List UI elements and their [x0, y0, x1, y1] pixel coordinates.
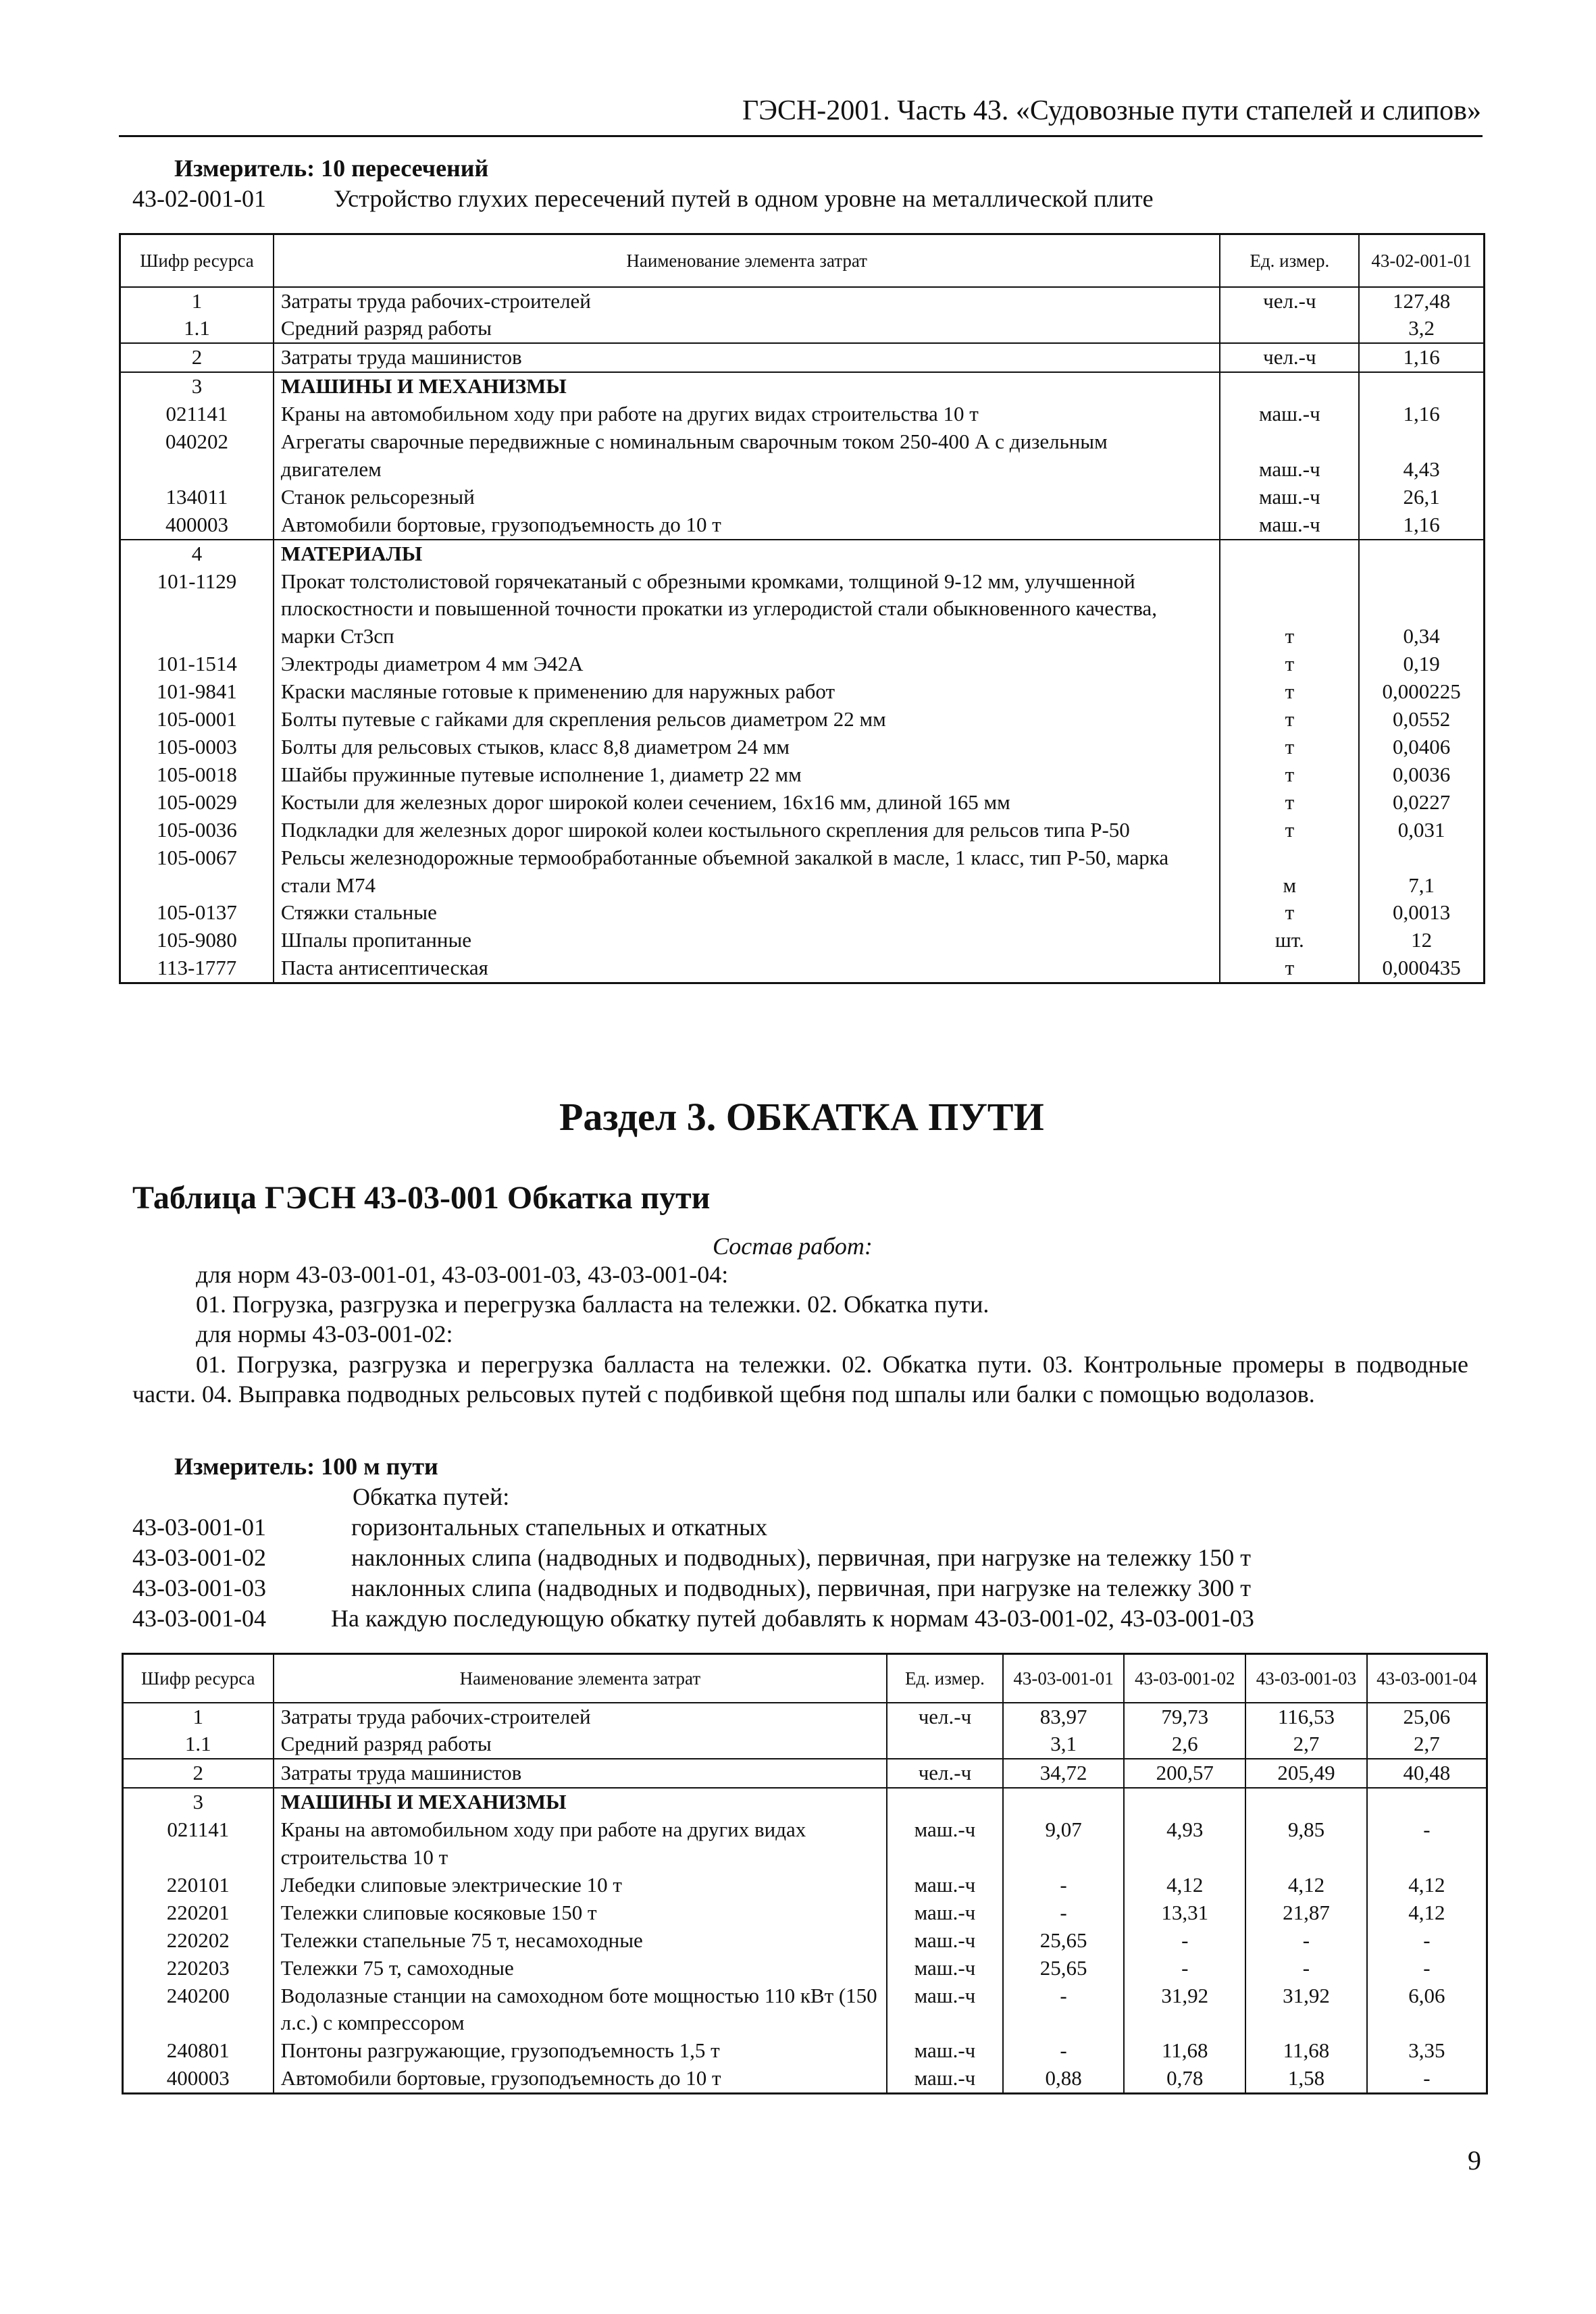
- resource-value: 1,16: [1359, 511, 1484, 540]
- resource-unit: шт.: [1220, 927, 1359, 954]
- col-header-value: 43-03-001-01: [1003, 1654, 1125, 1703]
- resource-code: 105-0003: [120, 734, 274, 761]
- works-line-4: 01. Погрузка, разгрузка и перегрузка балласта на тележки. 02. Обкатка пути. 03. Контрольные промеры в подводные части. 04. Выправка подводных рельсовых путей с подбивкой щебня под шпалы или балки с помощью водолазов.: [132, 1351, 1468, 1408]
- resource-value: -: [1003, 1982, 1125, 2038]
- norm-code-1: 43-02-001-01: [132, 185, 266, 212]
- resource-unit: чел.-ч: [1220, 287, 1359, 315]
- resource-value: 11,68: [1124, 2037, 1245, 2065]
- resource-value: 0,031: [1359, 817, 1484, 844]
- table-row: [123, 1788, 1487, 1816]
- table-row: [120, 761, 1485, 789]
- resource-code: 105-0036: [120, 817, 274, 844]
- resource-name: Болты путевые с гайками для скрепления рельсов диаметром 22 мм: [274, 706, 1220, 734]
- resource-code: 021141: [120, 401, 274, 428]
- resource-value: 9,07: [1003, 1816, 1125, 1872]
- resource-value: 205,49: [1245, 1759, 1367, 1788]
- resource-name: Краны на автомобильном ходу при работе на других видах строительства 10 т: [274, 1816, 887, 1872]
- resource-unit: [887, 1730, 1003, 1759]
- resource-name: Автомобили бортовые, грузоподъемность до 10 т: [274, 511, 1220, 540]
- norm-text: На каждую последующую обкатку путей добавлять к нормам 43-03-001-02, 43-03-001-03: [331, 1605, 1254, 1632]
- norm-code: 43-03-001-01: [132, 1514, 266, 1541]
- resource-code: 105-0029: [120, 789, 274, 817]
- resource-unit: маш.-ч: [887, 1899, 1003, 1927]
- col-header-value: 43-03-001-03: [1245, 1654, 1367, 1703]
- resource-value: 0,0013: [1359, 899, 1484, 927]
- resource-code: 3: [123, 1788, 274, 1816]
- table-row: [120, 372, 1485, 401]
- resource-unit: т: [1220, 817, 1359, 844]
- resource-value: 0,0552: [1359, 706, 1484, 734]
- table-row: [120, 484, 1485, 511]
- resource-code: 1: [120, 287, 274, 315]
- resource-value: 0,0036: [1359, 761, 1484, 789]
- resource-value: 40,48: [1367, 1759, 1487, 1788]
- resource-value: -: [1367, 1955, 1487, 1982]
- resource-code: 2: [120, 343, 274, 372]
- col-header-code: Шифр ресурса: [120, 234, 274, 287]
- resource-value: -: [1124, 1955, 1245, 1982]
- resource-value: [1359, 540, 1484, 568]
- resource-value: [1359, 372, 1484, 401]
- table-row: [123, 1730, 1487, 1759]
- resource-code: 3: [120, 372, 274, 401]
- col-header-code: Шифр ресурса: [123, 1654, 274, 1703]
- resource-unit: т: [1220, 706, 1359, 734]
- resource-name: Затраты труда машинистов: [274, 1759, 887, 1788]
- table-row: [123, 1955, 1487, 1982]
- resource-unit: [1220, 540, 1359, 568]
- resource-unit: т: [1220, 734, 1359, 761]
- resource-value: [1245, 1788, 1367, 1816]
- resource-name: Тележки 75 т, самоходные: [274, 1955, 887, 1982]
- meter-1: Измеритель: 10 пересечений: [174, 155, 489, 182]
- resource-unit: т: [1220, 954, 1359, 983]
- resource-value: 0,0227: [1359, 789, 1484, 817]
- table-row: [123, 1759, 1487, 1788]
- table-row: [120, 844, 1485, 900]
- resource-value: 4,12: [1124, 1872, 1245, 1899]
- table-row: [120, 511, 1485, 540]
- resource-value: 83,97: [1003, 1703, 1125, 1731]
- works-line-2: 01. Погрузка, разгрузка и перегрузка балласта на тележки. 02. Обкатка пути.: [196, 1291, 989, 1318]
- resource-value: 26,1: [1359, 484, 1484, 511]
- resource-code: 1.1: [120, 315, 274, 343]
- resource-name: Агрегаты сварочные передвижные с номинальным сварочным током 250-400 А с дизельным двигателем: [274, 428, 1220, 484]
- resource-unit: т: [1220, 899, 1359, 927]
- resource-value: -: [1245, 1927, 1367, 1955]
- resource-code: 105-0018: [120, 761, 274, 789]
- col-header-value: 43-02-001-01: [1359, 234, 1484, 287]
- resource-name: МАШИНЫ И МЕХАНИЗМЫ: [274, 372, 1220, 401]
- col-header-name: Наименование элемента затрат: [274, 1654, 887, 1703]
- resource-name: Станок рельсорезный: [274, 484, 1220, 511]
- table-row: [123, 1982, 1487, 2038]
- header-rule: [119, 135, 1483, 137]
- norm-code: 43-03-001-02: [132, 1544, 266, 1571]
- resource-code: 105-9080: [120, 927, 274, 954]
- resource-code: 021141: [123, 1816, 274, 1872]
- resource-unit: маш.-ч: [887, 1816, 1003, 1872]
- resource-name: Подкладки для железных дорог широкой колеи костыльного скрепления для рельсов типа Р-50: [274, 817, 1220, 844]
- col-header-name: Наименование элемента затрат: [274, 234, 1220, 287]
- resource-value: -: [1367, 1927, 1487, 1955]
- resource-code: 400003: [120, 511, 274, 540]
- resource-code: 220202: [123, 1927, 274, 1955]
- table-row: [120, 678, 1485, 706]
- resource-value: 4,93: [1124, 1816, 1245, 1872]
- resource-name: Тележки слиповые косяковые 150 т: [274, 1899, 887, 1927]
- resource-unit: т: [1220, 678, 1359, 706]
- resource-unit: м: [1220, 844, 1359, 900]
- resource-value: 3,2: [1359, 315, 1484, 343]
- table-row: [120, 817, 1485, 844]
- resource-value: [1003, 1788, 1125, 1816]
- resource-unit: маш.-ч: [887, 1955, 1003, 1982]
- resource-unit: чел.-ч: [887, 1759, 1003, 1788]
- resource-unit: маш.-ч: [887, 2065, 1003, 2093]
- table-row: [120, 568, 1485, 651]
- table-row: [120, 954, 1485, 983]
- resource-code: 105-0067: [120, 844, 274, 900]
- section-title: Раздел 3. ОБКАТКА ПУТИ: [559, 1095, 1044, 1139]
- resource-value: 6,06: [1367, 1982, 1487, 2038]
- resource-value: 25,65: [1003, 1927, 1125, 1955]
- table-row: [120, 540, 1485, 568]
- table-row: [120, 706, 1485, 734]
- table-body: [120, 287, 1485, 983]
- resource-value: 2,6: [1124, 1730, 1245, 1759]
- norm-text: наклонных слипа (надводных и подводных), первичная, при нагрузке на тележку 150 т: [351, 1544, 1251, 1571]
- page-number: 9: [1468, 2145, 1481, 2176]
- resource-code: 134011: [120, 484, 274, 511]
- resource-value: 9,85: [1245, 1816, 1367, 1872]
- table-row: [120, 899, 1485, 927]
- table-row: [120, 650, 1485, 678]
- table-row: [120, 789, 1485, 817]
- works-line-1: для норм 43-03-001-01, 43-03-001-03, 43-03-001-04:: [196, 1261, 729, 1288]
- norm-text: горизонтальных стапельных и откатных: [351, 1514, 768, 1541]
- resource-value: 1,58: [1245, 2065, 1367, 2093]
- resource-name: Затраты труда рабочих-строителей: [274, 287, 1220, 315]
- resource-value: -: [1245, 1955, 1367, 1982]
- resource-code: 105-0137: [120, 899, 274, 927]
- table-row: [123, 1899, 1487, 1927]
- resource-value: 1,16: [1359, 343, 1484, 372]
- resource-name: Болты для рельсовых стыков, класс 8,8 диаметром 24 мм: [274, 734, 1220, 761]
- table-row: [120, 401, 1485, 428]
- table-row: [123, 1872, 1487, 1899]
- table-row: [120, 734, 1485, 761]
- resource-code: 2: [123, 1759, 274, 1788]
- resource-name: Средний разряд работы: [274, 1730, 887, 1759]
- resource-value: 25,65: [1003, 1955, 1125, 1982]
- resource-value: 2,7: [1367, 1730, 1487, 1759]
- table-row: [123, 1703, 1487, 1731]
- resource-unit: т: [1220, 568, 1359, 651]
- works-intro: Обкатка путей:: [353, 1483, 510, 1510]
- resource-value: 11,68: [1245, 2037, 1367, 2065]
- resource-code: 1: [123, 1703, 274, 1731]
- resource-value: 31,92: [1124, 1982, 1245, 2038]
- resource-name: Водолазные станции на самоходном боте мощностью 110 кВт (150 л.с.) с компрессором: [274, 1982, 887, 2038]
- resource-unit: маш.-ч: [887, 1927, 1003, 1955]
- table-title: Таблица ГЭСН 43-03-001 Обкатка пути: [132, 1180, 711, 1216]
- resource-code: 4: [120, 540, 274, 568]
- table-row: [123, 2037, 1487, 2065]
- resource-unit: маш.-ч: [887, 1872, 1003, 1899]
- resource-unit: т: [1220, 761, 1359, 789]
- resource-name: Лебедки слиповые электрические 10 т: [274, 1872, 887, 1899]
- resource-unit: т: [1220, 650, 1359, 678]
- resource-value: 79,73: [1124, 1703, 1245, 1731]
- resource-value: 3,1: [1003, 1730, 1125, 1759]
- table-row: [120, 287, 1485, 315]
- table-row: [120, 927, 1485, 954]
- col-header-unit: Ед. измер.: [1220, 234, 1359, 287]
- resource-value: 4,12: [1367, 1899, 1487, 1927]
- resource-code: 400003: [123, 2065, 274, 2093]
- resource-value: [1367, 1788, 1487, 1816]
- resource-value: -: [1003, 2037, 1125, 2065]
- resource-unit: маш.-ч: [887, 1982, 1003, 2038]
- resource-code: 240200: [123, 1982, 274, 2038]
- resource-value: 0,000435: [1359, 954, 1484, 983]
- resource-value: 0,000225: [1359, 678, 1484, 706]
- resource-value: 127,48: [1359, 287, 1484, 315]
- resource-code: 101-9841: [120, 678, 274, 706]
- col-header-value: 43-03-001-02: [1124, 1654, 1245, 1703]
- resource-unit: маш.-ч: [887, 2037, 1003, 2065]
- resource-value: 0,78: [1124, 2065, 1245, 2093]
- table-row: [123, 1816, 1487, 1872]
- resource-name: Средний разряд работы: [274, 315, 1220, 343]
- resource-name: МАШИНЫ И МЕХАНИЗМЫ: [274, 1788, 887, 1816]
- col-header-value: 43-03-001-04: [1367, 1654, 1487, 1703]
- resource-value: 0,34: [1359, 568, 1484, 651]
- resource-name: Прокат толстолистовой горячекатаный с обрезными кромками, толщиной 9-12 мм, улучшенной плоскостности и повышенной точности прокатки из углеродистой стали обыкновенного качества, марки Ст3сп: [274, 568, 1220, 651]
- resource-name: МАТЕРИАЛЫ: [274, 540, 1220, 568]
- table-row: [120, 315, 1485, 343]
- resource-name: Краски масляные готовые к применению для наружных работ: [274, 678, 1220, 706]
- resource-unit: маш.-ч: [1220, 484, 1359, 511]
- resource-name: Тележки стапельные 75 т, несамоходные: [274, 1927, 887, 1955]
- resource-name: Костыли для железных дорог широкой колеи сечением, 16х16 мм, длиной 165 мм: [274, 789, 1220, 817]
- resource-value: 4,12: [1367, 1872, 1487, 1899]
- resource-code: 113-1777: [120, 954, 274, 983]
- works-line-3: для нормы 43-03-001-02:: [196, 1320, 453, 1347]
- resource-name: Понтоны разгружающие, грузоподъемность 1,5 т: [274, 2037, 887, 2065]
- resource-code: 040202: [120, 428, 274, 484]
- table-row: [120, 343, 1485, 372]
- resource-name: Шпалы пропитанные: [274, 927, 1220, 954]
- resource-unit: [887, 1788, 1003, 1816]
- resource-value: 200,57: [1124, 1759, 1245, 1788]
- resource-name: Автомобили бортовые, грузоподъемность до 10 т: [274, 2065, 887, 2093]
- resource-value: -: [1124, 1927, 1245, 1955]
- resource-value: 1,16: [1359, 401, 1484, 428]
- resource-value: 116,53: [1245, 1703, 1367, 1731]
- norm-desc-1: Устройство глухих пересечений путей в одном уровне на металлической плите: [334, 185, 1154, 212]
- resource-value: 31,92: [1245, 1982, 1367, 2038]
- resource-value: 4,12: [1245, 1872, 1367, 1899]
- resource-unit: чел.-ч: [887, 1703, 1003, 1731]
- resource-code: 1.1: [123, 1730, 274, 1759]
- resource-name: Стяжки стальные: [274, 899, 1220, 927]
- resource-value: 25,06: [1367, 1703, 1487, 1731]
- resource-code: 101-1514: [120, 650, 274, 678]
- resource-value: -: [1003, 1899, 1125, 1927]
- resource-value: 21,87: [1245, 1899, 1367, 1927]
- resource-unit: маш.-ч: [1220, 511, 1359, 540]
- resource-name: Паста антисептическая: [274, 954, 1220, 983]
- resource-value: 0,88: [1003, 2065, 1125, 2093]
- resource-name: Шайбы пружинные путевые исполнение 1, диаметр 22 мм: [274, 761, 1220, 789]
- resource-value: -: [1367, 2065, 1487, 2093]
- resource-unit: маш.-ч: [1220, 428, 1359, 484]
- resource-value: 34,72: [1003, 1759, 1125, 1788]
- resource-unit: чел.-ч: [1220, 343, 1359, 372]
- resource-value: 13,31: [1124, 1899, 1245, 1927]
- resource-value: 7,1: [1359, 844, 1484, 900]
- resource-value: -: [1003, 1872, 1125, 1899]
- resource-value: [1124, 1788, 1245, 1816]
- resource-name: Рельсы железнодорожные термообработанные объемной закалкой в масле, 1 класс, тип Р-50, марка стали М74: [274, 844, 1220, 900]
- resource-code: 220101: [123, 1872, 274, 1899]
- page-header: ГЭСН-2001. Часть 43. «Судовозные пути стапелей и слипов»: [742, 95, 1481, 126]
- resource-value: 12: [1359, 927, 1484, 954]
- resource-name: Электроды диаметром 4 мм Э42А: [274, 650, 1220, 678]
- resource-value: 0,19: [1359, 650, 1484, 678]
- table-row: [123, 2065, 1487, 2093]
- norm-text: наклонных слипа (надводных и подводных), первичная, при нагрузке на тележку 300 т: [351, 1574, 1251, 1601]
- resource-code: 101-1129: [120, 568, 274, 651]
- resource-value: -: [1367, 1816, 1487, 1872]
- resource-code: 220201: [123, 1899, 274, 1927]
- resource-unit: [1220, 315, 1359, 343]
- resource-unit: т: [1220, 789, 1359, 817]
- resource-code: 240801: [123, 2037, 274, 2065]
- resource-code: 105-0001: [120, 706, 274, 734]
- resource-value: 0,0406: [1359, 734, 1484, 761]
- norm-code: 43-03-001-04: [132, 1605, 266, 1632]
- resource-table-1: [119, 233, 1485, 984]
- col-header-unit: Ед. измер.: [887, 1654, 1003, 1703]
- table-row: [123, 1927, 1487, 1955]
- resource-name: Затраты труда рабочих-строителей: [274, 1703, 887, 1731]
- norm-code: 43-03-001-03: [132, 1574, 266, 1601]
- resource-table-2: [122, 1653, 1488, 2094]
- resource-value: 3,35: [1367, 2037, 1487, 2065]
- table-body: [123, 1703, 1487, 2094]
- works-title: Состав работ:: [713, 1233, 873, 1260]
- resource-value: 4,43: [1359, 428, 1484, 484]
- table-row: [120, 428, 1485, 484]
- resource-unit: маш.-ч: [1220, 401, 1359, 428]
- resource-name: Затраты труда машинистов: [274, 343, 1220, 372]
- resource-code: 220203: [123, 1955, 274, 1982]
- resource-value: 2,7: [1245, 1730, 1367, 1759]
- resource-unit: [1220, 372, 1359, 401]
- resource-name: Краны на автомобильном ходу при работе на других видах строительства 10 т: [274, 401, 1220, 428]
- meter-2: Измеритель: 100 м пути: [174, 1453, 438, 1480]
